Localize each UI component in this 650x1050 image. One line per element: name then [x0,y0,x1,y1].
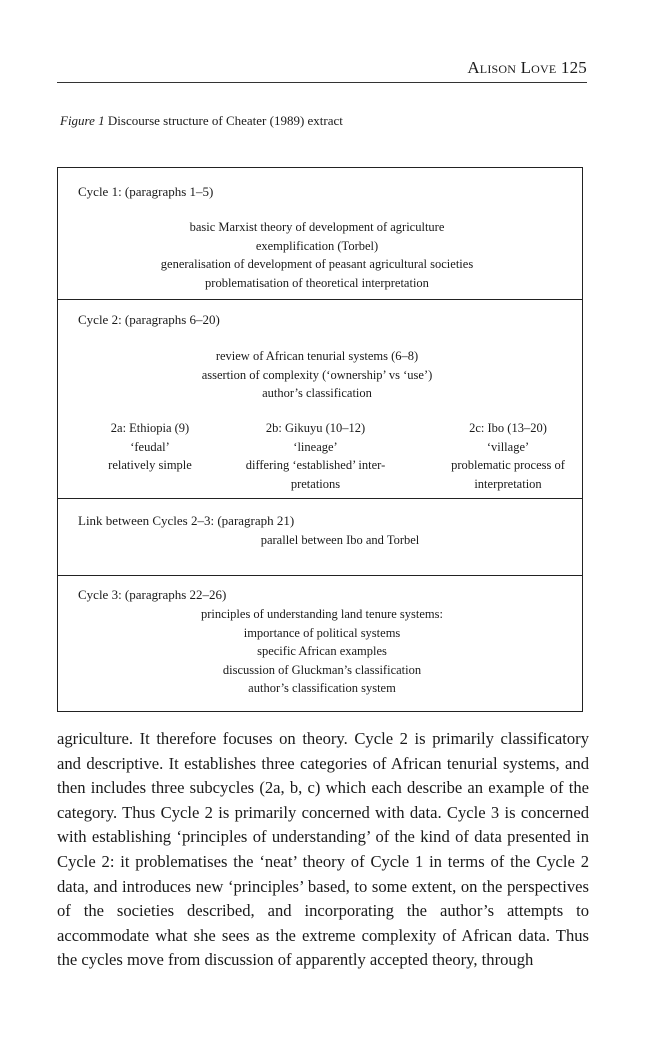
link-line: parallel between Ibo and Torbel [260,533,420,547]
page-number: 125 [560,58,587,77]
subcycle-line: interpretation [474,476,542,491]
cycle3-line: discussion of Gluckman’s classification [222,662,422,677]
cycle1-line: problematisation of theoretical interpretation [205,275,429,290]
figure-caption [60,113,343,129]
subcycle-2c [428,419,588,493]
section-divider [58,498,582,499]
cycle2-content [52,347,582,403]
link-heading: Link between Cycles 2–3: (paragraph 21) [78,513,295,528]
subcycle-line: relatively simple [108,458,192,472]
cycle2-heading: Cycle 2: (paragraphs 6–20) [78,312,220,327]
section-divider [58,575,582,576]
subcycle-2b [228,419,403,493]
cycle3-heading: Cycle 3: (paragraphs 22–26) [78,587,227,602]
subcycle-line: pretations [290,476,341,491]
cycle1-line: generalisation of development of peasant agricultural societies [160,257,474,271]
subcycle-line: 2a: Ethiopia (9) [110,421,190,435]
running-header-author: Alison Love [467,58,557,77]
subcycle-line: ‘lineage’ [293,439,338,454]
figure-label: Figure 1 [60,113,105,128]
cycle1-line: basic Marxist theory of development of agriculture [189,220,445,234]
subcycle-line: differing ‘established’ inter- [245,458,386,472]
cycle2-line: author’s classification [262,386,372,400]
body-paragraph: agriculture. It therefore focuses on theory. Cycle 2 is primarily classificatory and descriptive. It establishes three categories of African tenurial systems, and then includes three subcycles (2a, b, c) which each describe an example of the category. Thus Cycle 2 is primarily concerned with data. Cycle 3 is concerned with establishing ‘principles of understanding’ of the kind of data presented in Cycle 2: it problematises the ‘neat’ theory of Cycle 1 in terms of the Cycle 2 data, and introduces new ‘principles’ based, to some extent, on the perspectives of the societies described, and incorporating the author’s attempts to accommodate what she sees as the extreme complexity of African data. Thus the cycles move from discussion of apparently accepted theory, through [57,729,589,970]
cycle3-content [62,605,582,698]
header-rule [57,82,587,83]
subcycle-line: ‘village’ [486,439,530,454]
cycle1-heading: Cycle 1: (paragraphs 1–5) [78,184,214,199]
cycle3-line: author’s classification system [248,681,396,695]
subcycle-line: ‘feudal’ [130,439,170,454]
subcycle-line: 2b: Gikuyu (10–12) [265,421,366,435]
discourse-structure-figure [57,167,583,712]
subcycle-line: 2c: Ibo (13–20) [469,421,547,435]
cycle2-line: assertion of complexity (‘ownership’ vs ‘use’) [201,367,433,382]
figure-caption-text: Discourse structure of Cheater (1989) extract [107,113,343,128]
cycle3-line: importance of political systems [243,625,401,640]
section-divider [58,299,582,300]
cycle2-line: review of African tenurial systems (6–8) [215,349,419,363]
cycle1-content [52,218,582,292]
cycle1-line: exemplification (Torbel) [255,238,379,253]
cycle3-line: principles of understanding land tenure systems: [201,607,443,621]
subcycle-2a [80,419,220,475]
cycle3-line: specific African examples [257,644,387,658]
running-header [57,58,587,78]
subcycle-line: problematic process of [451,458,565,472]
link-content [98,531,582,550]
